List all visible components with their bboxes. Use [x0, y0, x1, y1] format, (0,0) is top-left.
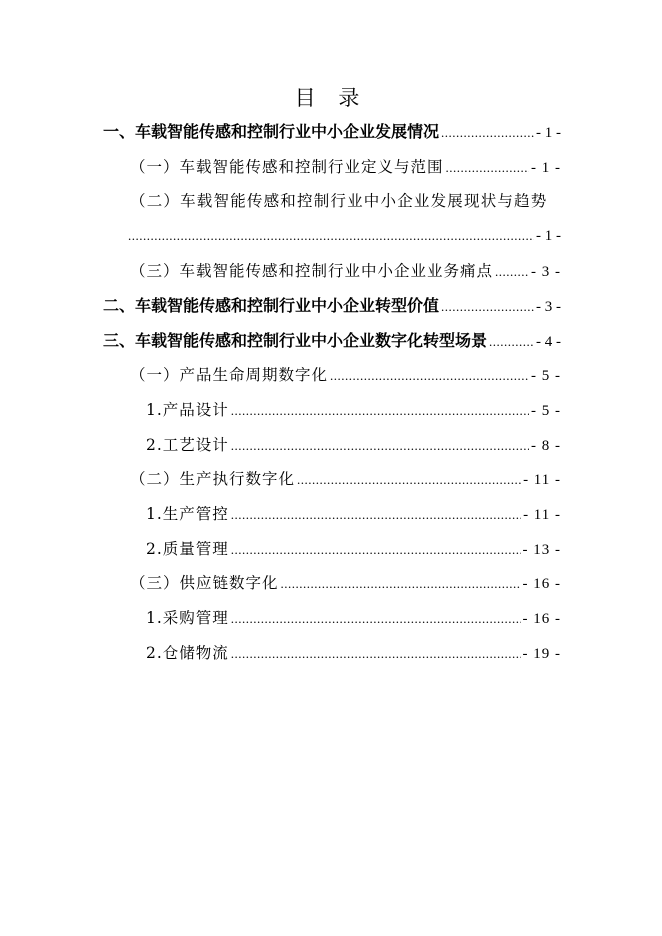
toc-entry-text: 2.工艺设计 [146, 436, 229, 454]
toc-page-number: - 5 - [531, 403, 561, 419]
toc-page-number: - 19 - [522, 646, 561, 662]
toc-leader-dots [441, 296, 534, 318]
toc-entry-item-3-3-1[interactable] [146, 607, 561, 630]
toc-title: 目 录 [294, 86, 368, 110]
toc-entry-subsection-1-2-continuation[interactable] [128, 225, 561, 247]
toc-leader-dots [489, 331, 534, 353]
toc-page-number: - 1 - [531, 160, 561, 176]
toc-leader-dots [446, 157, 529, 179]
toc-page-number: - 11 - [523, 472, 561, 488]
toc-entry-text: 二、车载智能传感和控制行业中小企业转型价值 [103, 296, 440, 315]
toc-page-number: - 5 - [531, 368, 561, 384]
toc-page-number: - 4 - [536, 334, 561, 350]
toc-leader-dots [231, 608, 521, 630]
toc-page-number: - 3 - [531, 264, 561, 280]
toc-entry-text: 三、车载智能传感和控制行业中小企业数字化转型场景 [103, 331, 488, 350]
toc-entry-subsection-3-2[interactable] [130, 468, 561, 491]
toc-leader-dots [231, 539, 521, 561]
toc-entry-text: （三）供应链数字化 [130, 574, 279, 592]
toc-entry-subsection-3-1[interactable] [130, 364, 561, 387]
toc-entry-text: 1.采购管理 [146, 609, 229, 627]
toc-entry-text: 一、车载智能传感和控制行业中小企业发展情况 [103, 122, 440, 141]
toc-leader-dots [231, 504, 521, 526]
toc-entry-text: （二）生产执行数字化 [130, 470, 296, 488]
toc-page-number: - 16 - [522, 611, 561, 627]
toc-entry-subsection-1-3[interactable] [130, 260, 561, 283]
toc-page-number: - 13 - [522, 542, 561, 558]
toc-page-number: - 1 - [536, 125, 561, 141]
toc-entry-section-3[interactable] [103, 330, 561, 353]
toc-entry-text: 1.产品设计 [146, 401, 229, 419]
toc-leader-dots [297, 469, 521, 491]
toc-entry-item-3-3-2[interactable] [146, 642, 561, 665]
toc-entry-text: （二）车载智能传感和控制行业中小企业发展现状与趋势 [130, 192, 548, 210]
toc-leader-dots [231, 400, 529, 422]
toc-leader-dots [330, 365, 529, 387]
toc-page-number: - 3 - [536, 299, 561, 315]
toc-entry-subsection-1-2[interactable] [130, 190, 562, 212]
toc-page-number: - 8 - [531, 438, 561, 454]
toc-entry-text: 2.仓储物流 [146, 644, 229, 662]
toc-entry-text: （一）产品生命周期数字化 [130, 366, 329, 384]
toc-page-number: - 11 - [523, 507, 561, 523]
toc-entry-text: （一）车载智能传感和控制行业定义与范围 [130, 158, 444, 176]
toc-entry-text: （三）车载智能传感和控制行业中小企业业务痛点 [130, 262, 494, 280]
toc-entry-subsection-1-1[interactable] [130, 156, 561, 179]
toc-entry-item-3-2-1[interactable] [146, 503, 561, 526]
toc-entry-text: 1.生产管控 [146, 505, 229, 523]
toc-entry-text: 2.质量管理 [146, 540, 229, 558]
toc-entry-item-3-1-2[interactable] [146, 434, 561, 457]
toc-leader-dots [231, 435, 529, 457]
toc-leader-dots [441, 122, 534, 144]
toc-page-number: - 1 - [536, 228, 561, 244]
toc-page-number: - 16 - [522, 576, 561, 592]
toc-leader-dots [128, 225, 534, 247]
toc-entry-item-3-2-2[interactable] [146, 538, 561, 561]
toc-entry-section-1[interactable] [103, 121, 561, 144]
toc-leader-dots [495, 261, 529, 283]
toc-entry-subsection-3-3[interactable] [130, 572, 561, 595]
toc-entry-item-3-1-1[interactable] [146, 399, 561, 422]
toc-leader-dots [231, 643, 521, 665]
toc-entry-section-2[interactable] [103, 295, 561, 318]
toc-leader-dots [281, 573, 521, 595]
